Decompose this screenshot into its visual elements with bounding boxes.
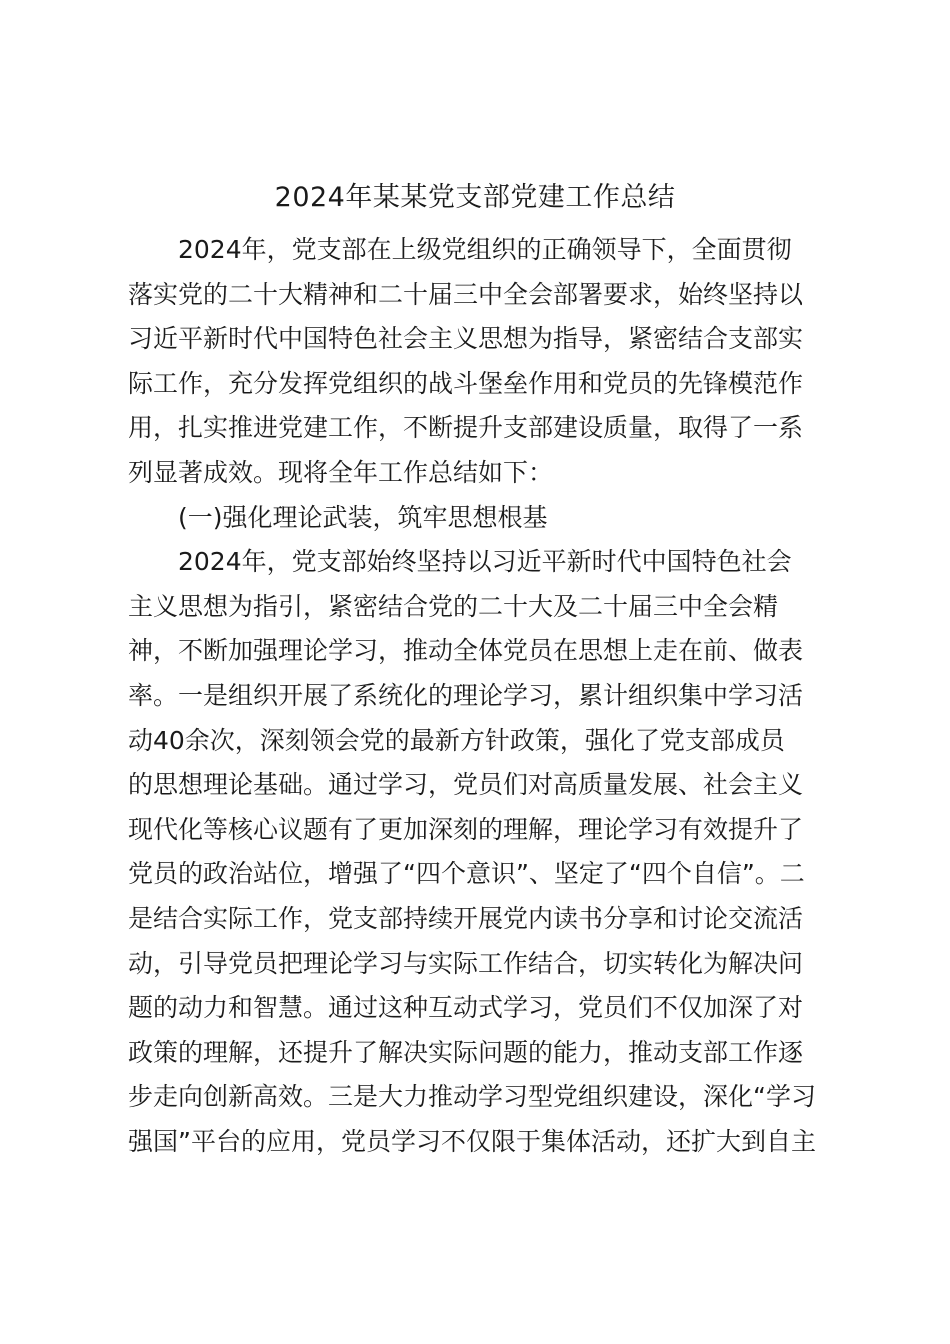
section-heading: (一)强化理论武装，筑牢思想根基 <box>178 502 548 532</box>
paragraph-2-line-6: 的思想理论基础。通过学习，党员们对高质量发展、社会主义 <box>128 770 804 800</box>
paragraph-2-line-13: 步走向创新高效。三是大力推动学习型党组织建设，深化“学习 <box>128 1082 816 1112</box>
document-body <box>128 228 828 1164</box>
paragraph-2-line-1: 2024年，党支部始终坚持以习近平新时代中国特色社会 <box>178 547 792 577</box>
paragraph-2-line-11: 题的动力和智慧。通过这种互动式学习，党员们不仅加深了对 <box>128 993 804 1023</box>
paragraph-2-line-10: 动，引导党员把理论学习与实际工作结合，切实转化为解决问 <box>128 948 804 978</box>
paragraph-2-line-8: 党员的政治站位，增强了“四个意识”、坚定了“四个自信”。二 <box>128 859 805 889</box>
paragraph-2-line-7: 现代化等核心议题有了更加深刻的理解，理论学习有效提升了 <box>128 814 804 844</box>
paragraph-2-line-12: 政策的理解，还提升了解决实际问题的能力，推动支部工作逐 <box>128 1037 804 1067</box>
paragraph-1-line-2: 落实党的二十大精神和二十届三中全会部署要求，始终坚持以 <box>128 279 804 309</box>
paragraph-2-line-4: 率。一是组织开展了系统化的理论学习，累计组织集中学习活 <box>128 680 804 710</box>
paragraph-2-line-2: 主义思想为指引，紧密结合党的二十大及二十届三中全会精 <box>128 591 779 621</box>
paragraph-1-line-4: 际工作，充分发挥党组织的战斗堡垒作用和党员的先锋模范作 <box>128 368 804 398</box>
paragraph-2-line-9: 是结合实际工作，党支部持续开展党内读书分享和讨论交流活 <box>128 903 804 933</box>
paragraph-1-line-5: 用，扎实推进党建工作，不断提升支部建设质量，取得了一系 <box>128 413 804 443</box>
document-title: 2024年某某党支部党建工作总结 <box>274 182 676 213</box>
paragraph-2-line-5: 动40余次，深刻领会党的最新方针政策，强化了党支部成员 <box>128 725 785 755</box>
paragraph-1-line-1: 2024年，党支部在上级党组织的正确领导下，全面贯彻 <box>178 235 792 264</box>
paragraph-1-line-6: 列显著成效。现将全年工作总结如下： <box>128 457 554 487</box>
paragraph-2-line-14: 强国”平台的应用，党员学习不仅限于集体活动，还扩大到自主 <box>128 1126 816 1156</box>
paragraph-2-line-3: 神，不断加强理论学习，推动全体党员在思想上走在前、做表 <box>128 636 804 666</box>
paragraph-1-line-3: 习近平新时代中国特色社会主义思想为指导，紧密结合支部实 <box>128 324 804 354</box>
